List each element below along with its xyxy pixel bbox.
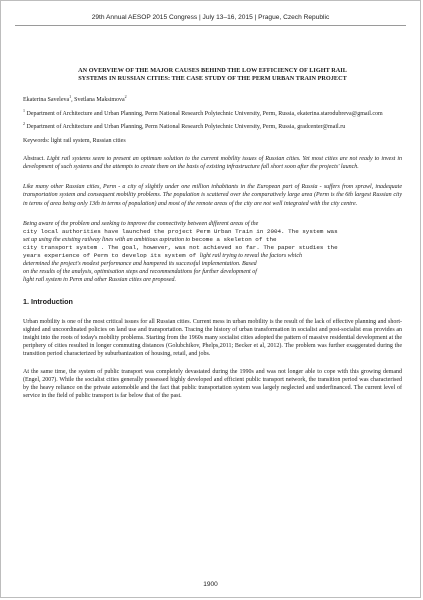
affiliation-2-mark: 2 <box>23 121 25 126</box>
affiliation-2-text: Department of Architecture and Urban Planning, Perm National Research Polytechnic University, Perm, Russia, gradcenter@mail.ru <box>26 124 346 130</box>
author-separator: , <box>71 96 75 103</box>
keywords: Keywords: light rail system, Russian cities <box>23 138 126 145</box>
page-number: 1900 <box>203 581 218 588</box>
paper-body <box>23 67 402 410</box>
paper-title <box>23 67 402 84</box>
section-heading: 1. Introduction <box>23 297 73 307</box>
author-2: Svetlana Maksimova <box>74 96 125 103</box>
mixed-line-6: determined the project's modest performance and hampered its successful implementation. Based <box>23 261 257 268</box>
mixed-line-5 <box>23 252 402 260</box>
title-line-2: SYSTEMS IN RUSSIAN CITIES: THE CASE STUDY OF THE PERM URBAN TRAIN PROJECT <box>78 75 347 83</box>
mixed-line-7: on the results of the analysis, optimisation steps and recommendations for further development of <box>23 269 257 276</box>
author-1-mark: 1 <box>69 93 72 99</box>
mixed-line-8: light rail system in Perm and other Russian cities are proposed. <box>23 277 177 284</box>
author-2-mark: 2 <box>124 93 127 99</box>
mixed-line-5a: years experience of Perm to develop its system of <box>23 252 200 260</box>
author-list <box>23 93 402 104</box>
header-rule <box>15 25 406 26</box>
affiliation-1-mark: 1 <box>23 107 25 113</box>
abstract-text: Light rail systems seem to present an optimum solution to the current mobility issues of Russian cities. Yet most cities are not ready to invest in development of such systems and the attempts to create them on the basis of existing infrastructure fall short soon after the projects' launch. <box>23 156 403 171</box>
mixed-font-paragraph <box>23 220 402 285</box>
mixed-line-1: Being aware of the problem and seeking to improve the connectivity between different areas of the <box>23 220 259 227</box>
affiliation-1 <box>23 107 402 118</box>
affiliation-1-text: Department of Architecture and Urban Planning, Perm National Research Polytechnic University, Perm, Russia, ekaterina.starodubreva@gmail.com <box>26 110 383 117</box>
mixed-line-3b: become a skeleton of the <box>191 235 277 243</box>
abstract-label: Abstract. <box>23 156 45 163</box>
intro-paragraph-1: Urban mobility is one of the most critical issues for all Russian cities. Current mess in urban mobility is the result of the lack of effective planning and short-sighted and uncoordinated policies on land use and transportation. Tracing the history of urban transformation in socialist and post-socialist eras provides an insight into the roots of today's mobility problems. Starting from the 1960s many socialist cities adopted the pattern of massive residential development at the periphery of cities resulted in longer commuting distances (Golubchikov, Phelps,2011; Becker et al, 2012). The problem was further exaggerated during the transition period characterized by suburbanization of housing, retail, and jobs. <box>23 318 402 357</box>
intro-italic-paragraph: Like many other Russian cities, Perm - a city of slightly under one million inhabitants in the European part of Russia - suffers from sprawl, inadequate transportation system and consequent mobility problems. The population is scattered over the comparatively large area (Perm is the 6th largest Russian city in terms of area being only 13th in terms of population) and most of the remote areas of the city are not well integrated with the city centre. <box>23 184 402 207</box>
affiliation-2 <box>23 123 402 131</box>
author-1: Ekaterina Saveleva <box>23 96 70 103</box>
intro-paragraph-2: At the same time, the system of public transport was completely devastated during the 1990s and was not longer able to cope with this growing demand (Engel, 2007). While the socialist cities generally possessed highly developed and efficient public transport network, the transition period was characterised by the heavy reliance on the private automobile and the fact that public transportation system was largely neglected and underfinanced. The current level of service in the field of public transport is far below that of the past. <box>23 368 402 400</box>
mixed-line-3 <box>23 236 402 244</box>
mixed-line-3a: set up using the existing railway lines with an ambitious aspiration to <box>23 236 192 243</box>
mixed-line-5b: light rail trying to reveal the factors which <box>199 253 303 260</box>
mixed-line-2: city local authorities have launched the project Perm Urban Train in 2004. The system was <box>23 227 338 235</box>
mixed-line-4: city transport system . The goal, however, was not achieved so far. The paper studies the <box>23 243 338 251</box>
title-line-1: AN OVERVIEW OF THE MAJOR CAUSES BEHIND THE LOW EFFICIENCY OF LIGHT RAIL <box>78 67 347 74</box>
abstract <box>23 155 402 171</box>
running-header: 29th Annual AESOP 2015 Congress | July 13–16, 2015 | Prague, Czech Republic <box>91 14 330 21</box>
